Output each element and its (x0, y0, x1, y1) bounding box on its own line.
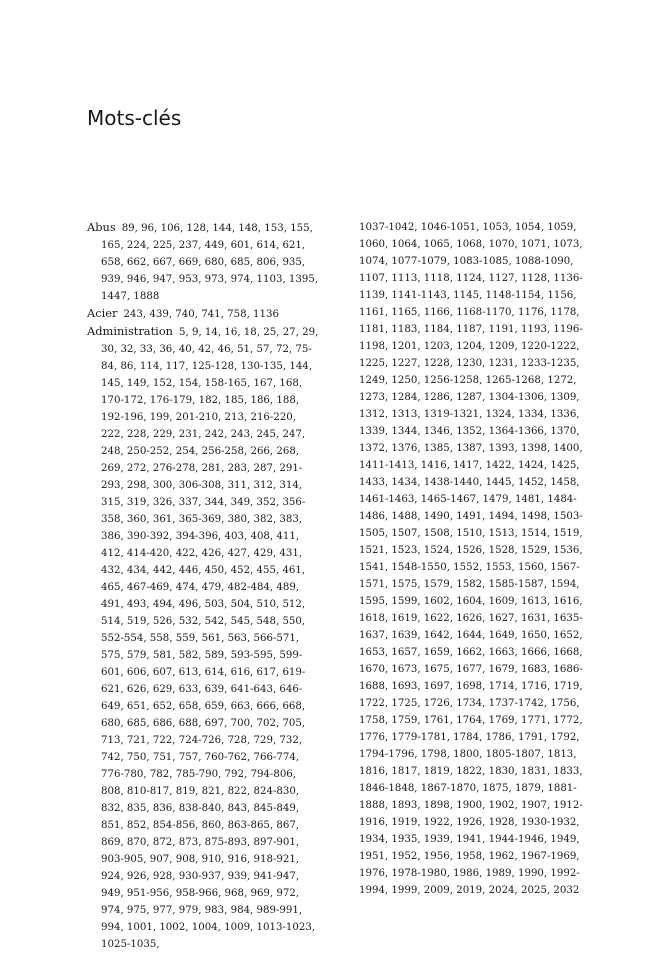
index-term: Acier (87, 306, 118, 320)
index-term: Administration (87, 324, 174, 338)
index-pages: 243, 439, 740, 741, 758, 1136 (123, 309, 279, 320)
index-pages: 1037-1042, 1046-1051, 1053, 1054, 1059, 1060, 1064, 1065, 1068, 1070, 1071, 1073, 1074, 1077-1079, 1083-1085, 1088-1090, 1107, 1113, 1118, 1124, 1127, 1128, 1136-1139, 1141-1143, 1145, 1148-1154, 1156, 1161, 1165, 1166, 1168-1170, 1176, 1178, 1181, 1183, 1184, 1187, 1191, 1193, 1196-1198, 1201, 1203, 1204, 1209, 1220-1222, 1225, 1227, 1228, 1230, 1231, 1233-1235, 1249, 1250, 1256-1258, 1265-1268, 1272, 1273, 1284, 1286, 1287, 1304-1306, 1309, 1312, 1313, 1319-1321, 1324, 1334, 1336, 1339, 1344, 1346, 1352, 1364-1366, 1370, 1372, 1376, 1385, 1387, 1393, 1398, 1400, 1411-1413, 1416, 1417, 1422, 1424, 1425, 1433, 1434, 1438-1440, 1445, 1452, 1458, 1461-1463, 1465-1467, 1479, 1481, 1484-1486, 1488, 1490, 1491, 1494, 1498, 1503-1505, 1507, 1508, 1510, 1513, 1514, 1519, 1521, 1523, 1524, 1526, 1528, 1529, 1536, 1541, 1548-1550, 1552, 1553, 1560, 1567-1571, 1575, 1579, 1582, 1585-1587, 1594, 1595, 1599, 1602, 1604, 1609, 1613, 1616, 1618, 1619, 1622, 1626, 1627, 1631, 1635-1637, 1639, 1642, 1644, 1649, 1650, 1652, 1653, 1657, 1659, 1662, 1663, 1666, 1668, 1670, 1673, 1675, 1677, 1679, 1683, 1686-1688, 1693, 1697, 1698, 1714, 1716, 1719, 1722, 1725, 1726, 1734, 1737-1742, 1756, 1758, 1759, 1761, 1764, 1769, 1771, 1772, 1776, 1779-1781, 1784, 1786, 1791, 1792, 1794-1796, 1798, 1800, 1805-1807, 1813, 1816, 1817, 1819, 1822, 1830, 1831, 1833, 1846-1848, 1867-1870, 1875, 1879, 1881-1888, 1893, 1898, 1900, 1902, 1907, 1912-1916, 1919, 1922, 1926, 1928, 1930-1932, 1934, 1935, 1939, 1941, 1944-1946, 1949, 1951, 1952, 1956, 1958, 1962, 1967-1969, 1976, 1978-1980, 1986, 1989, 1990, 1992-1994, 1999, 2009, 2019, 2024, 2025, 2032 (359, 222, 583, 896)
index-column-right (359, 219, 591, 899)
index-column-left (87, 219, 319, 953)
index-entry-continuation (359, 219, 591, 899)
page-title: Mots-clés (87, 106, 182, 130)
index-entry-administration (87, 323, 319, 953)
index-pages: 89, 96, 106, 128, 144, 148, 153, 155, 165, 224, 225, 237, 449, 601, 614, 621, 658, 662, 667, 669, 680, 685, 806, 935, 939, 946, 947, 953, 973, 974, 1103, 1395, 1447, 1888 (101, 223, 319, 302)
index-entry-acier (87, 305, 319, 323)
index-pages: 5, 9, 14, 16, 18, 25, 27, 29, 30, 32, 33, 36, 40, 42, 46, 51, 57, 72, 75-84, 86, 114, 117, 125-128, 130-135, 144, 145, 149, 152, 154, 158-165, 167, 168, 170-172, 176-179, 182, 185, 186, 188, 192-196, 199, 201-210, 213, 216-220, 222, 228, 229, 231, 242, 243, 245, 247, 248, 250-252, 254, 256-258, 266, 268, 269, 272, 276-278, 281, 283, 287, 291-293, 298, 300, 306-308, 311, 312, 314, 315, 319, 326, 337, 344, 349, 352, 356-358, 360, 361, 365-369, 380, 382, 383, 386, 390-392, 394-396, 403, 408, 411, 412, 414-420, 422, 426, 427, 429, 431, 432, 434, 442, 446, 450, 452, 455, 461, 465, 467-469, 474, 479, 482-484, 489, 491, 493, 494, 496, 503, 504, 510, 512, 514, 519, 526, 532, 542, 545, 548, 550, 552-554, 558, 559, 561, 563, 566-571, 575, 579, 581, 582, 589, 593-595, 599-601, 606, 607, 613, 614, 616, 617, 619-621, 626, 629, 633, 639, 641-643, 646-649, 651, 652, 658, 659, 663, 666, 668, 680, 685, 686, 688, 697, 700, 702, 705, 713, 721, 722, 724-726, 728, 729, 732, 742, 750, 751, 757, 760-762, 766-774, 776-780, 782, 785-790, 792, 794-806, 808, 810-817, 819, 821, 822, 824-830, 832, 835, 836, 838-840, 843, 845-849, 851, 852, 854-856, 860, 863-865, 867, 869, 870, 872, 873, 875-893, 897-901, 903-905, 907, 908, 910, 916, 918-921, 924, 926, 928, 930-937, 939, 941-947, 949, 951-956, 958-966, 968, 969, 972, 974, 975, 977, 979, 983, 984, 989-991, 994, 1001, 1002, 1004, 1009, 1013-1023, 1025-1035, (101, 327, 319, 950)
index-entry-abus (87, 219, 319, 305)
index-term: Abus (87, 220, 116, 234)
